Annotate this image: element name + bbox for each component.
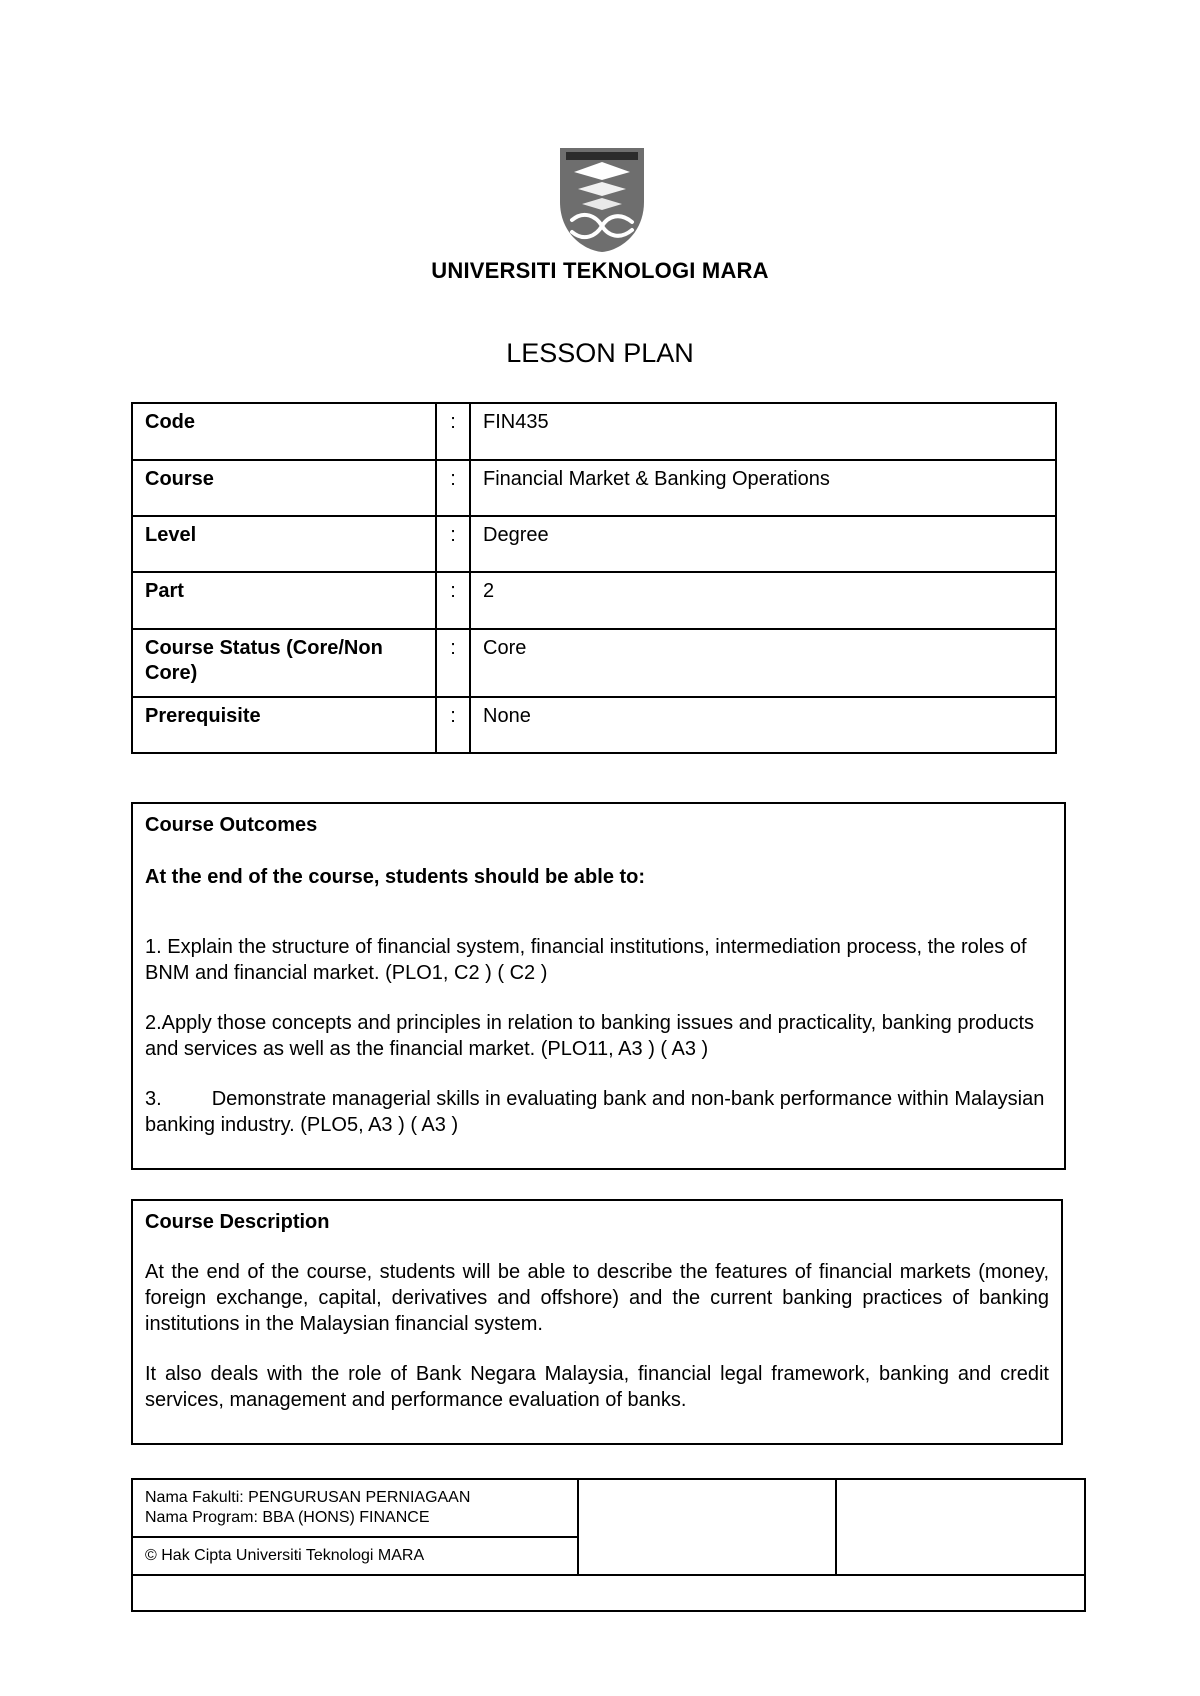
table-row [132,697,1056,753]
row-label: Prerequisite [132,697,436,753]
row-value: Financial Market & Banking Operations [470,460,1056,516]
table-row [132,629,1056,697]
row-value: Degree [470,516,1056,572]
table-row [132,460,1056,516]
row-separator: : [436,697,470,753]
description-paragraph: At the end of the course, students will be able to describe the features of financial markets (money, foreign exchange, capital, derivatives and offshore) and the current banking practices of banking institutions in the Malaysian financial system. [145,1261,1049,1335]
faculty-name: Nama Fakulti: PENGURUSAN PERNIAGAAN [145,1489,471,1506]
description-paragraph: It also deals with the role of Bank Negara Malaysia, financial legal framework, banking and credit services, management and performance evaluation of banks. [145,1363,1049,1411]
row-label: Code [132,403,436,460]
row-value: FIN435 [470,403,1056,460]
program-name: Nama Program: BBA (HONS) FINANCE [145,1509,430,1526]
course-outcomes-box [131,802,1066,1170]
outcome-item: 1. Explain the structure of financial system, financial institutions, intermediation process, the roles of BNM and financial market. (PLO1, C2 ) ( C2 ) [145,936,1027,984]
row-label: Part [132,572,436,629]
outcome-item: 3. Demonstrate managerial skills in evaluating bank and non-bank performance within Malaysian banking industry. (PLO5, A3 ) ( A3 ) [145,1088,1045,1136]
row-separator: : [436,629,470,697]
row-separator: : [436,516,470,572]
faculty-program-cell [132,1479,578,1537]
row-label: Course Status (Core/Non Core) [132,629,436,697]
table-row [132,516,1056,572]
page-title: LESSON PLAN [506,338,694,368]
outcomes-heading: Course Outcomes [145,814,318,836]
row-value: None [470,697,1056,753]
footer-blank-cell [578,1479,836,1575]
table-row [132,403,1056,460]
row-separator: : [436,403,470,460]
footer-blank-cell [836,1479,1085,1575]
row-separator: : [436,572,470,629]
table-row [132,1575,1085,1611]
copyright-text: © Hak Cipta Universiti Teknologi MARA [132,1537,578,1575]
table-row [132,572,1056,629]
footer-table [131,1478,1086,1612]
description-heading: Course Description [145,1211,330,1233]
row-value: Core [470,629,1056,697]
course-description-box [131,1199,1063,1445]
table-row [132,1479,1085,1537]
row-label: Level [132,516,436,572]
footer-blank-cell [132,1575,1085,1611]
row-separator: : [436,460,470,516]
outcomes-intro: At the end of the course, students should be able to: [145,866,646,888]
row-value: 2 [470,572,1056,629]
uitm-crest-icon [558,146,646,254]
outcome-item: 2.Apply those concepts and principles in relation to banking issues and practicality, banking products and services as well as the financial market. (PLO11, A3 ) ( A3 ) [145,1012,1035,1060]
course-info-table [131,402,1057,754]
row-label: Course [132,460,436,516]
university-name: UNIVERSITI TEKNOLOGI MARA [431,258,769,283]
